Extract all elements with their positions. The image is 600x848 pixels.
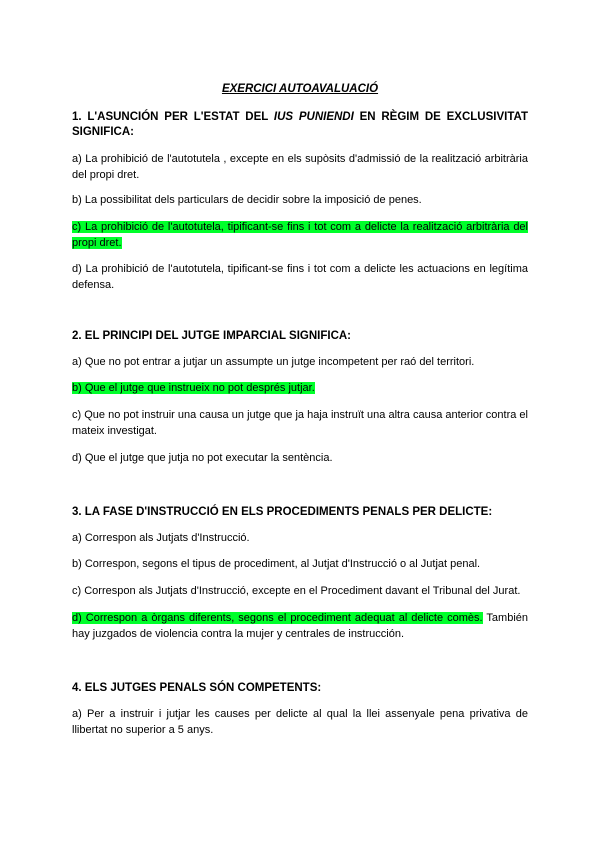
question-1-option-c-highlight: c) La prohibició de l'autotutela, tipificant-se fins i tot com a delicte la realització arbitrària del propi dret. [72, 221, 528, 249]
question-1-option-d: d) La prohibició de l'autotutela, tipificant-se fins i tot com a delicte les actuacions en legítima defensa. [72, 263, 528, 291]
question-3-option-b: b) Correspon, segons el tipus de procediment, al Jutjat d'Instrucció o al Jutjat penal. [72, 558, 481, 570]
document-title: EXERCICI AUTOAVALUACIÓ [221, 83, 379, 95]
question-4-heading: 4. ELS JUTGES PENALS SÓN COMPETENTS: [72, 682, 322, 694]
question-3-heading: 3. LA FASE D'INSTRUCCIÓ EN ELS PROCEDIMENTS PENALS PER DELICTE: [72, 506, 493, 518]
question-2-option-c: c) Que no pot instruir una causa un jutge que ja haja instruït una altra causa anterior contra el mateix investigat. [72, 409, 528, 437]
question-2-option-a: a) Que no pot entrar a jutjar un assumpte un jutge incompetent per raó del territori. [72, 356, 475, 368]
question-2-option-b-highlight: b) Que el jutge que instrueix no pot després jutjar. [72, 382, 315, 394]
question-3-option-d [72, 611, 528, 642]
question-1-option-b: b) La possibilitat dels particulars de decidir sobre la imposició de penes. [72, 194, 422, 206]
question-1-heading-italic: IUS PUNIENDI [273, 111, 354, 123]
question-3-option-c: c) Correspon als Jutjats d'Instrucció, excepte en el Procediment davant el Tribunal del Jurat. [72, 585, 521, 597]
question-1-option-a: a) La prohibició de l'autotutela , excepte en els supòsits d'admissió de la realització arbitrària del propi dret. [72, 153, 528, 181]
question-1-option-c [72, 220, 528, 251]
question-2-option-d: d) Que el jutge que jutja no pot executar la sentència. [72, 452, 333, 464]
question-2-option-b [72, 381, 528, 397]
question-2-heading: 2. EL PRINCIPI DEL JUTGE IMPARCIAL SIGNIFICA: [72, 330, 352, 342]
question-1-heading-start: 1. L'ASUNCIÓN PER L'ESTAT DEL [72, 111, 274, 123]
question-3-option-d-note: También hay juzgados de violencia contra la mujer y centrales de instrucción. [72, 612, 529, 640]
question-3-option-d-highlight: d) Correspon a òrgans diferents, segons el procediment adequat al delicte comès. [72, 612, 483, 624]
question-1-heading-end: EN RÈGIM DE EXCLUSIVITAT SIGNIFICA: [72, 111, 528, 138]
question-4-option-a: a) Per a instruir i jutjar les causes per delicte al qual la llei assenyale pena privativa de llibertat no superior a 5 anys. [72, 708, 528, 736]
question-1-heading [72, 110, 528, 140]
question-3-option-a: a) Correspon als Jutjats d'Instrucció. [72, 532, 250, 544]
